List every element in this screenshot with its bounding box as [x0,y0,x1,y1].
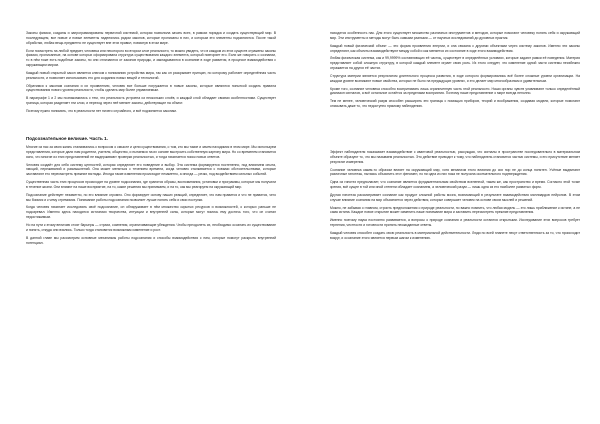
paragraph: Подсознание действует незаметно, но его влияние огромно. Оно формирует основу наших реакций, определяет, что нам нравится и что не нравится, чего мы боимся и к чему стремимся. Понимание работы подсознания позволяет лучше понять себя и свои поступки. [26,192,276,202]
paragraph: Другая гипотеза рассматривает сознание как продукт сложной работы мозга, возникающий в результате взаимодействия миллиардов нейронов. В этом случае влияние сознания на мир объясняется через действия, которые совершает человек на основе своих мыслей и решений. [330,192,580,202]
right-page [330,0,580,424]
paragraph: Сознание человека каким-то образом влияет на окружающий мир, хотя механизм этого влияния до сих пор не до конца понятен. Учёные выдвигают различные гипотезы, пытаясь объяснить этот феномен, но ни одна из них пока не получила окончательного подтверждения. [330,167,580,177]
paragraph: Каждый новый физический объект — это форма проявления энергии, и она связана с другими объектами через систему законов. Именно эти законы определяют, как объекты взаимодействуют между собой и как меняется их состояние в ходе этого взаимодействия. [330,43,580,53]
paragraph: Когда человек начинает исследовать своё подсознание, он обнаруживает в нём множество скрытых ресурсов и возможностей, о которых раньше не подозревал. Именно здесь находятся источники творчества, интуиции и внутренней силы, которые могут помочь ему достичь того, что он считал недостижимым. [26,205,276,220]
paragraph: Можно, не забывая о главном, строить предположения о природе реальности, но важно помнить, что любая модель — это лишь приближение к истине, а не сама истина. Каждое новое открытие может изменить наше понимание мира и заставить пересмотреть прежние представления. [330,205,580,215]
paragraph: Но на пути к этому величию стоят барьеры — страхи, сомнения, ограничивающие убеждения. Чтобы преодолеть их, необходимо осознать их существование и понять, откуда они взялись. Только тогда становится возможным изменение и рост. [26,222,276,232]
paragraph: Кроме того, сознание человека способно воспринимать лишь ограниченную часть этой реальности. Наши органы чувств улавливают только определённый диапазон сигналов, а всё остальное остаётся за пределами восприятия. Поэтому наше представление о мире всегда неполно. [330,86,580,96]
left-top-text-block [26,31,276,117]
paragraph: Тем не менее, человеческий разум способен расширять эти границы с помощью приборов, теорий и воображения, создавая модели, которые помогают описывать даже то, что недоступно прямому наблюдению. [330,99,580,109]
left-mid-text-block [26,136,276,248]
section-title: Подсознательное величие. Часть 1. [26,136,108,141]
paragraph: Любая физическая система, как и 99,9999% составляющих её частиц, существует в определённых условиях, которые задают рамки её поведения. Материя представляет собой сложную структуру, в которой каждый элемент играет свою роль. Из этого следует, что изменение одной части системы неизбежно отражается на других её частях. [330,56,580,71]
paragraph: В данной главе мы рассмотрим основные механизмы работы подсознания и способы взаимодействия с ним, которые помогут раскрыть внутренний потенциал. [26,235,276,245]
paragraph: Человек создаёт для себя систему ценностей, которая определяет его поведение и выбор. Эта система формируется постепенно, под влиянием опыта, эмоций, переживаний и размышлений. Она может меняться с течением времени, когда человек сталкивается с новыми обстоятельствами, которые заставляют его пересмотреть прежние взгляды. Иногда такие изменения происходят незаметно, а иногда — резко, под воздействием сильных событий. [26,162,276,177]
paragraph: Эффект наблюдателя показывает взаимодействие с квантовой реальностью, рассуждая, что сигналы в пространстве последовательно в материальном объекте образуют то, что мы называем реальностью. Это действие приводит к тому, что наблюдатель становится частью системы, и его присутствие меняет результат измерения. [330,150,580,164]
paragraph: Поэтому нужно понимать, что в реальности нет ничего случайного, и всё подчиняется законам. [26,108,177,113]
paragraph: Именно поэтому наука постоянно развивается, а вопросы о природе сознания и реальности остаются открытыми. Исследование этих вопросов требует терпения, честности и готовности принять неожиданные ответы. [330,218,580,228]
left-page [26,0,276,424]
paragraph: Законы физики, созданы и запрограммированы первичной системой, которая позволила зачать всех, в рамках порядка и создать существующий мир. В последующем, все новые и новые элементы наделялись рядом законов, которые прописаны в них, и которым эти элементы подчиняются. После такой обработки, любая вещь предметно не существует вне этих правил, повиснув в этом мире. [26,31,276,45]
paragraph: В параграфе 1 и 2 мы познакомились с тем, что реальность устроена из нескольких слоёв, и каждый слой обладает своими особенностями. Существует граница, которая разделяет эти слои, и переход через неё меняет законы, действующие на объект. [26,96,276,106]
paragraph: Каждый новый открытый закон является ключом к пониманию устройства мира, так как он раскрывает принцип, по которому работает определённая часть реальности, и позволяет использовать его для создания новых вещей и технологий. [26,70,276,80]
paragraph: находится особенность нас. Для этого существует множество различных инструментов и методов, которые помогают человеку понять себя и окружающий мир. Эти инструменты и методы могут быть самыми разными — от научных исследований до духовных практик. [330,31,580,40]
paragraph: Многие из нас за свою жизнь сталкивались с вопросом о смысле и цели существования, о том, кто мы такие и зачем находимся в этом мире. Мы используем представления, которые дали нам родители, учителя, общество, и пытаемся на их основе выстроить собственную картину мира. Но со временем становится ясно, что многие из этих представлений не выдерживают проверки реальностью, и тогда начинается поиск новых ответов. [26,145,276,159]
paragraph: Существенная часть этих процессов происходит на уровне подсознания, где хранятся образы, воспоминания, установки и программы, которые мы получили в течение жизни. Они влияют на наше восприятие, на то, какие решения мы принимаем, и на то, как мы реагируем на окружающий мир. [26,180,276,189]
paragraph: Каждый человек способен создать свою реальность в материальной действительности. Люди по всей планете несут ответственность за то, что происходит вокруг, и осознание этого является первым шагом к изменению. [330,230,580,240]
paragraph: Одна из гипотез предполагает, что сознание является фундаментальным свойством вселенной, таким же, как пространство и время. Согласно этой точке зрения, всё сущее в той или иной степени обладает сознанием, а человеческий разум — лишь одна из его наиболее развитых форм. [330,180,580,190]
right-top-text-block [330,31,580,112]
right-mid-text-block [330,150,580,244]
paragraph: Если посмотреть на любой предмет, человека или некоторого во втором слое реальности, то можно увидеть, что в каждом из этих существ отражены законы физики, прописанные, на основе которых сформирована структура существования каждого элемента, который повторяет его. Если же говорить о сознании, то в нём тоже есть подобные законы, но они отличаются от законов природы, и закладываются в сознание в ходе развития, в процессе взаимодействия с окружающим миром. [26,48,276,68]
paragraph: Структура материи является результатом длительного процесса развития, в ходе которого формировались всё более сложные уровни организации. На каждом уровне возникают новые свойства, которых не было на предыдущих уровнях, и это делает мир многообразным и удивительным. [330,73,580,83]
paragraph: Обратимся к законам сознания и их проявлению, человек все больше погружается в новые законы, которые являются попыткой создать правила существования нового уровня реальности, чтобы сделать мир более управляемым. [26,83,276,93]
